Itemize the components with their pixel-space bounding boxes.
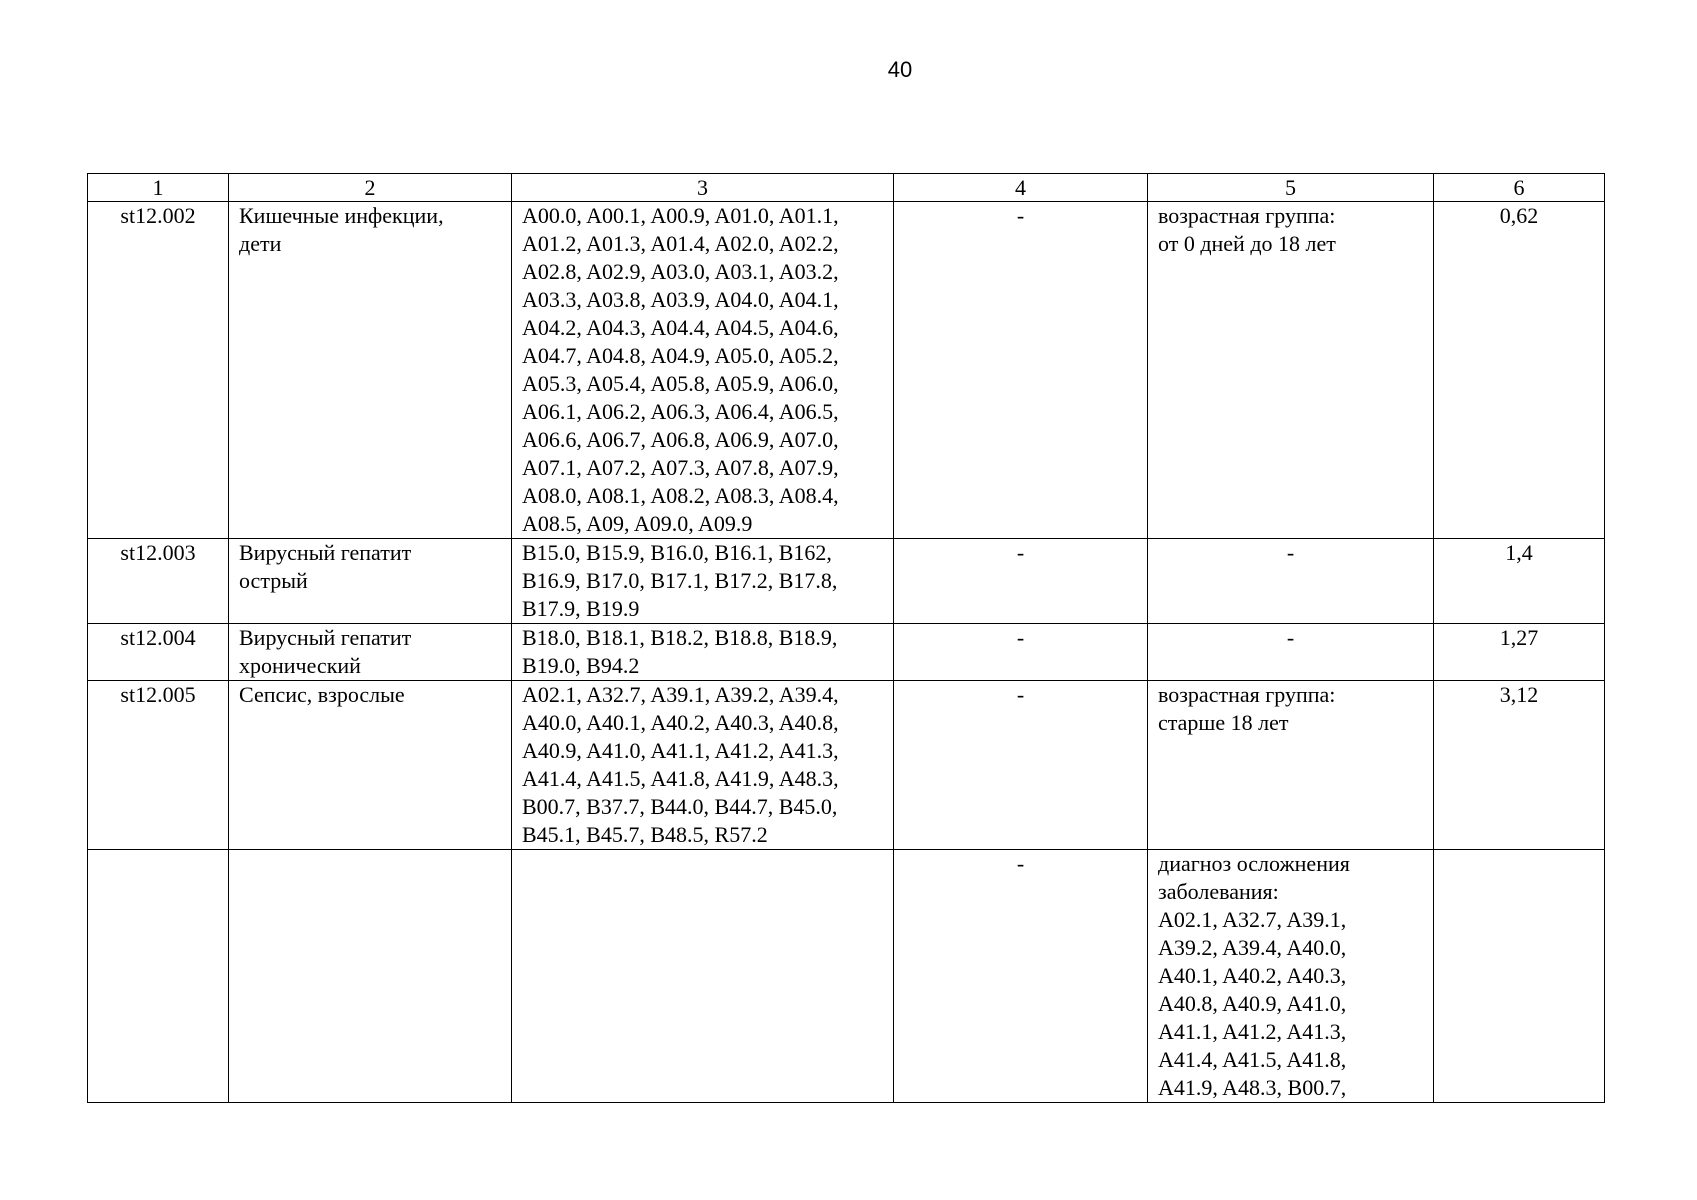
header-row xyxy=(88,174,1605,202)
condition-line: возрастная группа: xyxy=(1158,203,1336,228)
condition-line: A41.9, A48.3, B00.7, xyxy=(1158,1075,1347,1100)
table-body xyxy=(88,202,1605,1103)
column-header-5: 5 xyxy=(1148,174,1434,202)
group-name-cell xyxy=(229,681,512,850)
condition-cell xyxy=(1148,850,1434,1103)
column-4-cell: - xyxy=(894,624,1148,681)
condition-cell xyxy=(1148,539,1434,624)
coefficient-cell xyxy=(1434,850,1605,1103)
diagnosis-codes-line: A04.2, A04.3, A04.4, A04.5, A04.6, xyxy=(522,315,839,340)
condition-line: A41.4, A41.5, A41.8, xyxy=(1158,1047,1347,1072)
condition-line: - xyxy=(1286,625,1295,650)
condition-line: A40.8, A40.9, A41.0, xyxy=(1158,991,1347,1016)
diagnosis-codes-line: A40.0, A40.1, A40.2, A40.3, A40.8, xyxy=(522,710,839,735)
table-row xyxy=(88,681,1605,850)
column-4-cell: - xyxy=(894,202,1148,539)
group-name-cell xyxy=(229,539,512,624)
diagnosis-codes-line: B17.9, B19.9 xyxy=(522,596,640,621)
diagnosis-codes-line: B00.7, B37.7, B44.0, B44.7, B45.0, xyxy=(522,794,838,819)
diagnosis-codes-cell xyxy=(512,850,894,1103)
column-header-3: 3 xyxy=(512,174,894,202)
column-header-4: 4 xyxy=(894,174,1148,202)
column-4-cell: - xyxy=(894,539,1148,624)
table-row xyxy=(88,850,1605,1103)
coefficient-cell: 1,4 xyxy=(1434,539,1605,624)
table-row xyxy=(88,624,1605,681)
tariff-table xyxy=(87,173,1605,1103)
diagnosis-codes-cell xyxy=(512,202,894,539)
group-name-cell xyxy=(229,624,512,681)
group-code-cell: st12.004 xyxy=(88,624,229,681)
diagnosis-codes-line: A41.4, A41.5, A41.8, A41.9, A48.3, xyxy=(522,766,839,791)
diagnosis-codes-line: A06.6, A06.7, A06.8, A06.9, A07.0, xyxy=(522,427,839,452)
group-code-cell: st12.005 xyxy=(88,681,229,850)
group-name-line: хронический xyxy=(239,653,361,678)
table-row xyxy=(88,202,1605,539)
column-header-6: 6 xyxy=(1434,174,1605,202)
group-name-line: дети xyxy=(239,231,282,256)
condition-line: A02.1, A32.7, A39.1, xyxy=(1158,907,1347,932)
condition-line: старше 18 лет xyxy=(1158,710,1289,735)
condition-cell xyxy=(1148,681,1434,850)
condition-line: заболевания: xyxy=(1158,879,1279,904)
column-4-cell: - xyxy=(894,681,1148,850)
condition-line: A40.1, A40.2, A40.3, xyxy=(1158,963,1347,988)
condition-line: диагноз осложнения xyxy=(1158,851,1350,876)
diagnosis-codes-line: A00.0, A00.1, A00.9, A01.0, A01.1, xyxy=(522,203,839,228)
group-name-line: Вирусный гепатит xyxy=(239,540,412,565)
coefficient-cell: 1,27 xyxy=(1434,624,1605,681)
condition-cell xyxy=(1148,202,1434,539)
coefficient-cell: 0,62 xyxy=(1434,202,1605,539)
diagnosis-codes-cell xyxy=(512,624,894,681)
group-name-line: острый xyxy=(239,568,308,593)
diagnosis-codes-line: B15.0, B15.9, B16.0, B16.1, B162, xyxy=(522,540,832,565)
group-code-cell: st12.002 xyxy=(88,202,229,539)
group-code-cell: st12.003 xyxy=(88,539,229,624)
group-code-cell xyxy=(88,850,229,1103)
condition-line: от 0 дней до 18 лет xyxy=(1158,231,1336,256)
diagnosis-codes-line: A05.3, A05.4, A05.8, A05.9, A06.0, xyxy=(522,371,839,396)
diagnosis-codes-line: A01.2, A01.3, A01.4, A02.0, A02.2, xyxy=(522,231,839,256)
condition-line: A39.2, A39.4, A40.0, xyxy=(1158,935,1347,960)
column-header-2: 2 xyxy=(229,174,512,202)
diagnosis-codes-cell xyxy=(512,539,894,624)
diagnosis-codes-line: A40.9, A41.0, A41.1, A41.2, A41.3, xyxy=(522,738,839,763)
table-row xyxy=(88,539,1605,624)
group-name-cell xyxy=(229,850,512,1103)
diagnosis-codes-line: A02.8, A02.9, A03.0, A03.1, A03.2, xyxy=(522,259,839,284)
condition-line: - xyxy=(1286,540,1295,565)
diagnosis-codes-line: B19.0, B94.2 xyxy=(522,653,640,678)
diagnosis-codes-line: B45.1, B45.7, B48.5, R57.2 xyxy=(522,822,768,847)
group-name-cell xyxy=(229,202,512,539)
column-4-cell: - xyxy=(894,850,1148,1103)
condition-cell xyxy=(1148,624,1434,681)
diagnosis-codes-line: B16.9, B17.0, B17.1, B17.2, B17.8, xyxy=(522,568,838,593)
condition-line: A41.1, A41.2, A41.3, xyxy=(1158,1019,1347,1044)
coefficient-cell: 3,12 xyxy=(1434,681,1605,850)
diagnosis-codes-line: A08.0, A08.1, A08.2, A08.3, A08.4, xyxy=(522,483,839,508)
diagnosis-codes-line: A06.1, A06.2, A06.3, A06.4, A06.5, xyxy=(522,399,839,424)
diagnosis-codes-line: A03.3, A03.8, A03.9, A04.0, A04.1, xyxy=(522,287,839,312)
diagnosis-codes-line: A07.1, A07.2, A07.3, A07.8, A07.9, xyxy=(522,455,839,480)
group-name-line: Сепсис, взрослые xyxy=(239,682,405,707)
diagnosis-codes-line: A02.1, A32.7, A39.1, A39.2, A39.4, xyxy=(522,682,839,707)
diagnosis-codes-cell xyxy=(512,681,894,850)
diagnosis-codes-line: A08.5, A09, A09.0, A09.9 xyxy=(522,511,753,536)
group-name-line: Вирусный гепатит xyxy=(239,625,412,650)
column-header-1: 1 xyxy=(88,174,229,202)
page-number: 40 xyxy=(887,57,913,82)
diagnosis-codes-line: B18.0, B18.1, B18.2, B18.8, B18.9, xyxy=(522,625,838,650)
group-name-line: Кишечные инфекции, xyxy=(239,203,444,228)
diagnosis-codes-line: A04.7, A04.8, A04.9, A05.0, A05.2, xyxy=(522,343,839,368)
condition-line: возрастная группа: xyxy=(1158,682,1336,707)
